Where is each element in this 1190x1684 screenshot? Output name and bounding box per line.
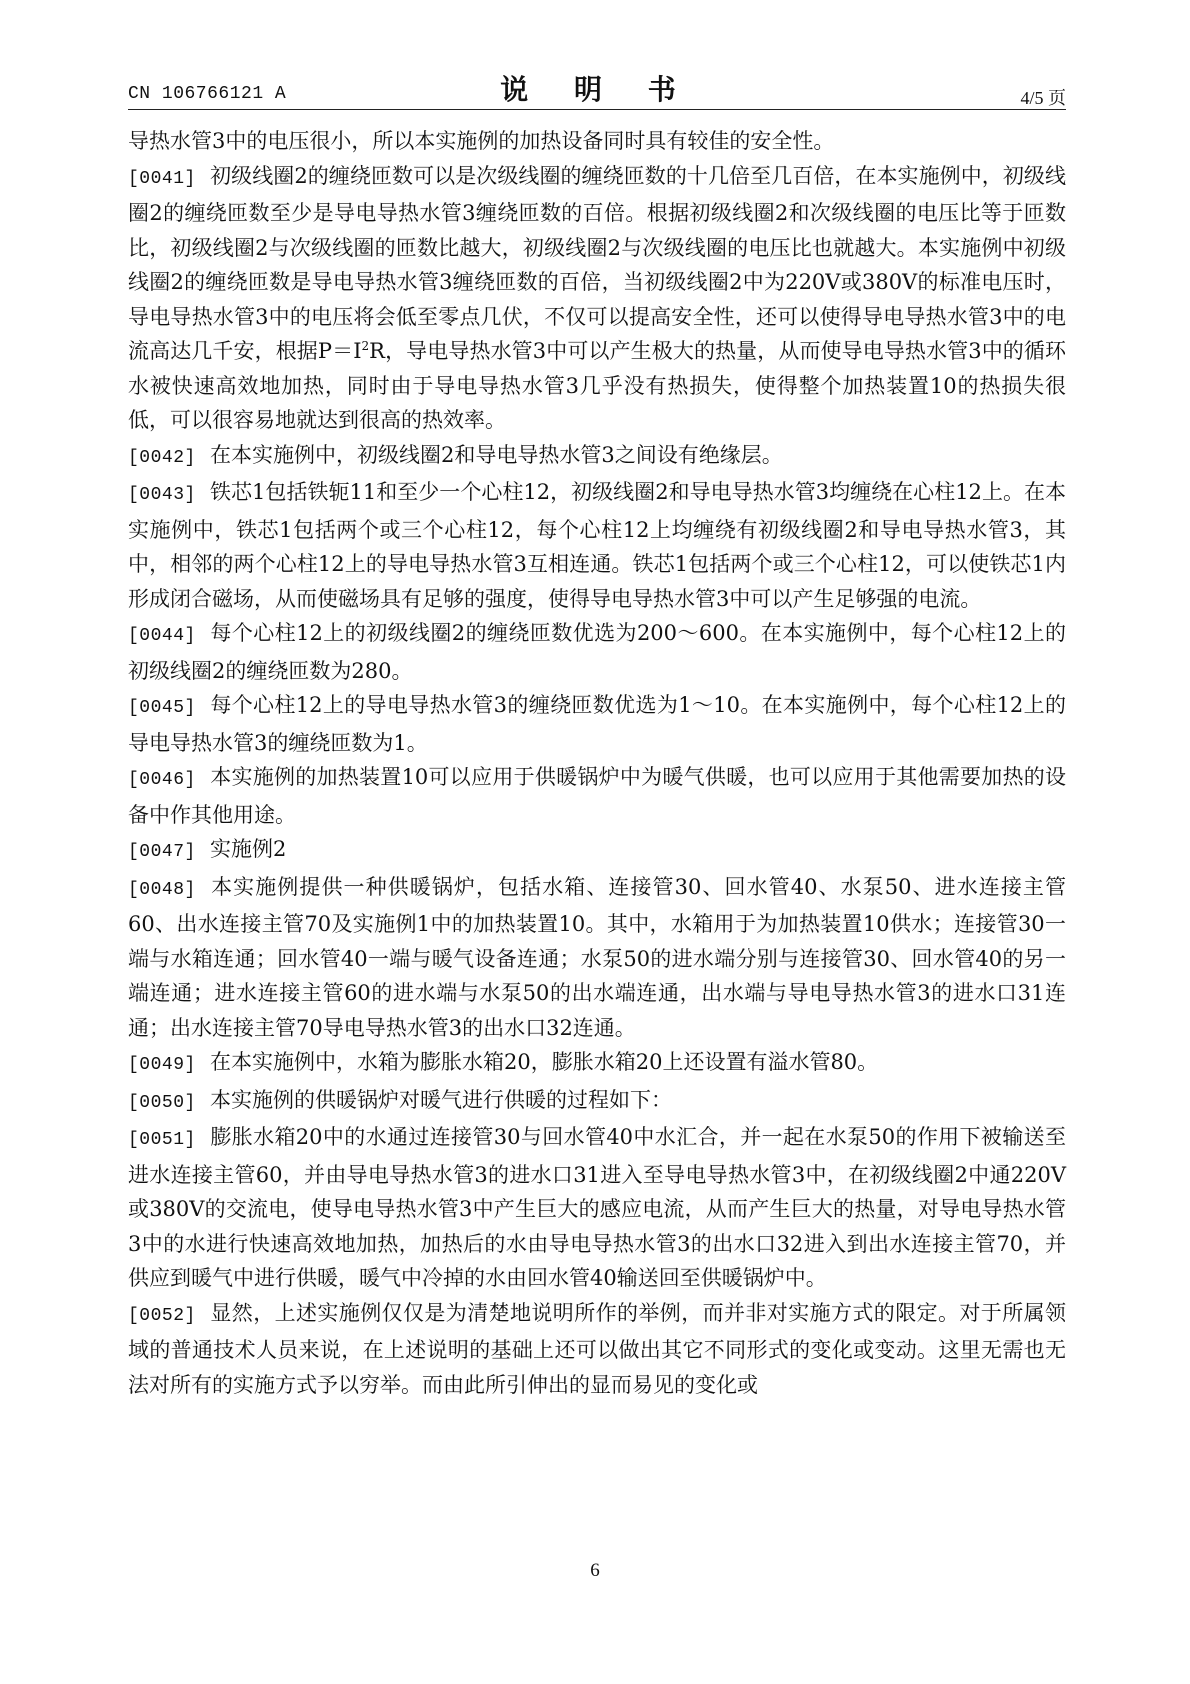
page-number: 6 — [590, 1560, 600, 1581]
paragraph-number: [0048] — [128, 879, 196, 900]
paragraph-text: 显然，上述实施例仅仅是为清楚地说明所作的举例，而并非对实施方式的限定。对于所属领域的普通技术人员来说，在上述说明的基础上还可以做出其它不同形式的变化或变动。这里无需也无法对所有的实施方式予以穷举。而由此所引伸出的显而易见的变化或 — [128, 1300, 1066, 1397]
paragraph — [128, 1120, 1066, 1296]
paragraph-text: 在本实施例中，初级线圈2和导电导热水管3之间设有绝缘层。 — [210, 442, 783, 467]
page-info: 4/5 页 — [1020, 88, 1066, 108]
paragraph-text: 导热水管3中的电压很小，所以本实施例的加热设备同时具有较佳的安全性。 — [128, 129, 835, 153]
paragraph-number: [0042] — [128, 447, 196, 468]
paragraph-number: [0041] — [128, 168, 196, 189]
paragraph — [128, 475, 1066, 616]
paragraph — [128, 438, 1066, 476]
paragraph-number: [0045] — [128, 698, 196, 718]
paragraph-text: 膨胀水箱20中的水通过连接管30与回水管40中水汇合，并一起在水泵50的作用下被输送至进水连接主管60，并由导电导热水管3的进水口31进入至导电导热水管3中，在初级线圈2中通220V或380V的交流电，使导电导热水管3中产生巨大的感应电流，从而产生巨大的热量，对导电导热水管3中的水进行快速高效地加热，加热后的水由导电导热水管3的出水口32进入到出水连接主管70，并供应到暖气中进行供暖，暖气中冷掉的水由回水管40输送回至供暖锅炉中。 — [128, 1125, 1066, 1290]
paragraph-number: [0052] — [128, 1305, 196, 1326]
section-heading: 实施例2 — [210, 837, 287, 861]
paragraph-number: [0049] — [128, 1055, 196, 1075]
page-header — [128, 62, 1066, 110]
document-number: CN 106766121 A — [128, 84, 287, 104]
superscript: 2 — [361, 339, 370, 353]
paragraph-number: [0043] — [128, 485, 196, 505]
paragraph — [128, 870, 1066, 1046]
paragraph — [128, 616, 1066, 688]
page-title: 说 明 书 — [500, 73, 694, 106]
paragraph-number: [0047] — [128, 842, 196, 862]
paragraph — [128, 1296, 1066, 1403]
document-body — [128, 124, 1066, 1402]
paragraph-text: 铁芯1包括铁轭11和至少一个心柱12，初级线圈2和导电导热水管3均缠绕在心柱12上。在本实施例中，铁芯1包括两个或三个心柱12，每个心柱12上均缠绕有初级线圈2和导电导热水管3，其中，相邻的两个心柱12上的导电导热水管3互相连通。铁芯1包括两个或三个心柱12，可以使铁芯1内形成闭合磁场，从而使磁场具有足够的强度，使得导电导热水管3中可以产生足够强的电流。 — [128, 480, 1066, 611]
paragraph — [128, 832, 1066, 870]
paragraph — [128, 1045, 1066, 1083]
paragraph-text: 每个心柱12上的导电导热水管3的缠绕匝数优选为1～10。在本实施例中，每个心柱12上的导电导热水管3的缠绕匝数为1。 — [128, 693, 1066, 755]
paragraph — [128, 688, 1066, 760]
paragraph-text: 本实施例的加热装置10可以应用于供暖锅炉中为暖气供暖，也可以应用于其他需要加热的设备中作其他用途。 — [128, 765, 1066, 827]
paragraph-text: 初级线圈2的缠绕匝数可以是次级线圈的缠绕匝数的十几倍至几百倍，在本实施例中，初级线圈2的缠绕匝数至少是导电导热水管3缠绕匝数的百倍。根据初级线圈2和次级线圈的电压比等于匝数比，初级线圈2与次级线圈的匝数比越大，初级线圈2与次级线圈的电压比也就越大。本实施例中初级线圈2的缠绕匝数是导电导热水管3缠绕匝数的百倍，当初级线圈2中为220V或380V的标准电压时，导电导热水管3中的电压将会低至零点几伏，不仅可以提高安全性，还可以使得导电导热水管3中的电流高达几千安，根据P＝I — [128, 163, 1066, 363]
paragraph-number: [0051] — [128, 1130, 196, 1150]
paragraph-number: [0050] — [128, 1092, 196, 1113]
paragraph-number: [0046] — [128, 770, 196, 790]
paragraph — [128, 1083, 1066, 1121]
paragraph-text: 本实施例的供暖锅炉对暖气进行供暖的过程如下： — [210, 1087, 672, 1112]
paragraph-number: [0044] — [128, 626, 196, 646]
paragraph-text: 在本实施例中，水箱为膨胀水箱20，膨胀水箱20上还设置有溢水管80。 — [210, 1050, 879, 1074]
paragraph — [128, 159, 1066, 438]
paragraph-text-tail: R，导电导热水管3中可以产生极大的热量，从而使导电导热水管3中的循环水被快速高效地加热，同时由于导电导热水管3几乎没有热损失，使得整个加热装置10的热损失很低，可以很容易地就达到很高的热效率。 — [128, 339, 1066, 432]
paragraph-text: 本实施例提供一种供暖锅炉，包括水箱、连接管30、回水管40、水泵50、进水连接主管60、出水连接主管70及实施例1中的加热装置10。其中，水箱用于为加热装置10供水；连接管30一端与水箱连通；回水管40一端与暖气设备连通；水泵50的进水端分别与连接管30、回水管40的另一端连通；进水连接主管60的进水端与水泵50的出水端连通，出水端与导电导热水管3的进水口31连通；出水连接主管70导电导热水管3的出水口32连通。 — [128, 874, 1066, 1040]
paragraph — [128, 760, 1066, 832]
paragraph — [128, 124, 1066, 159]
header-rule — [128, 109, 1066, 110]
paragraph-text: 每个心柱12上的初级线圈2的缠绕匝数优选为200～600。在本实施例中，每个心柱12上的初级线圈2的缠绕匝数为280。 — [128, 621, 1066, 683]
